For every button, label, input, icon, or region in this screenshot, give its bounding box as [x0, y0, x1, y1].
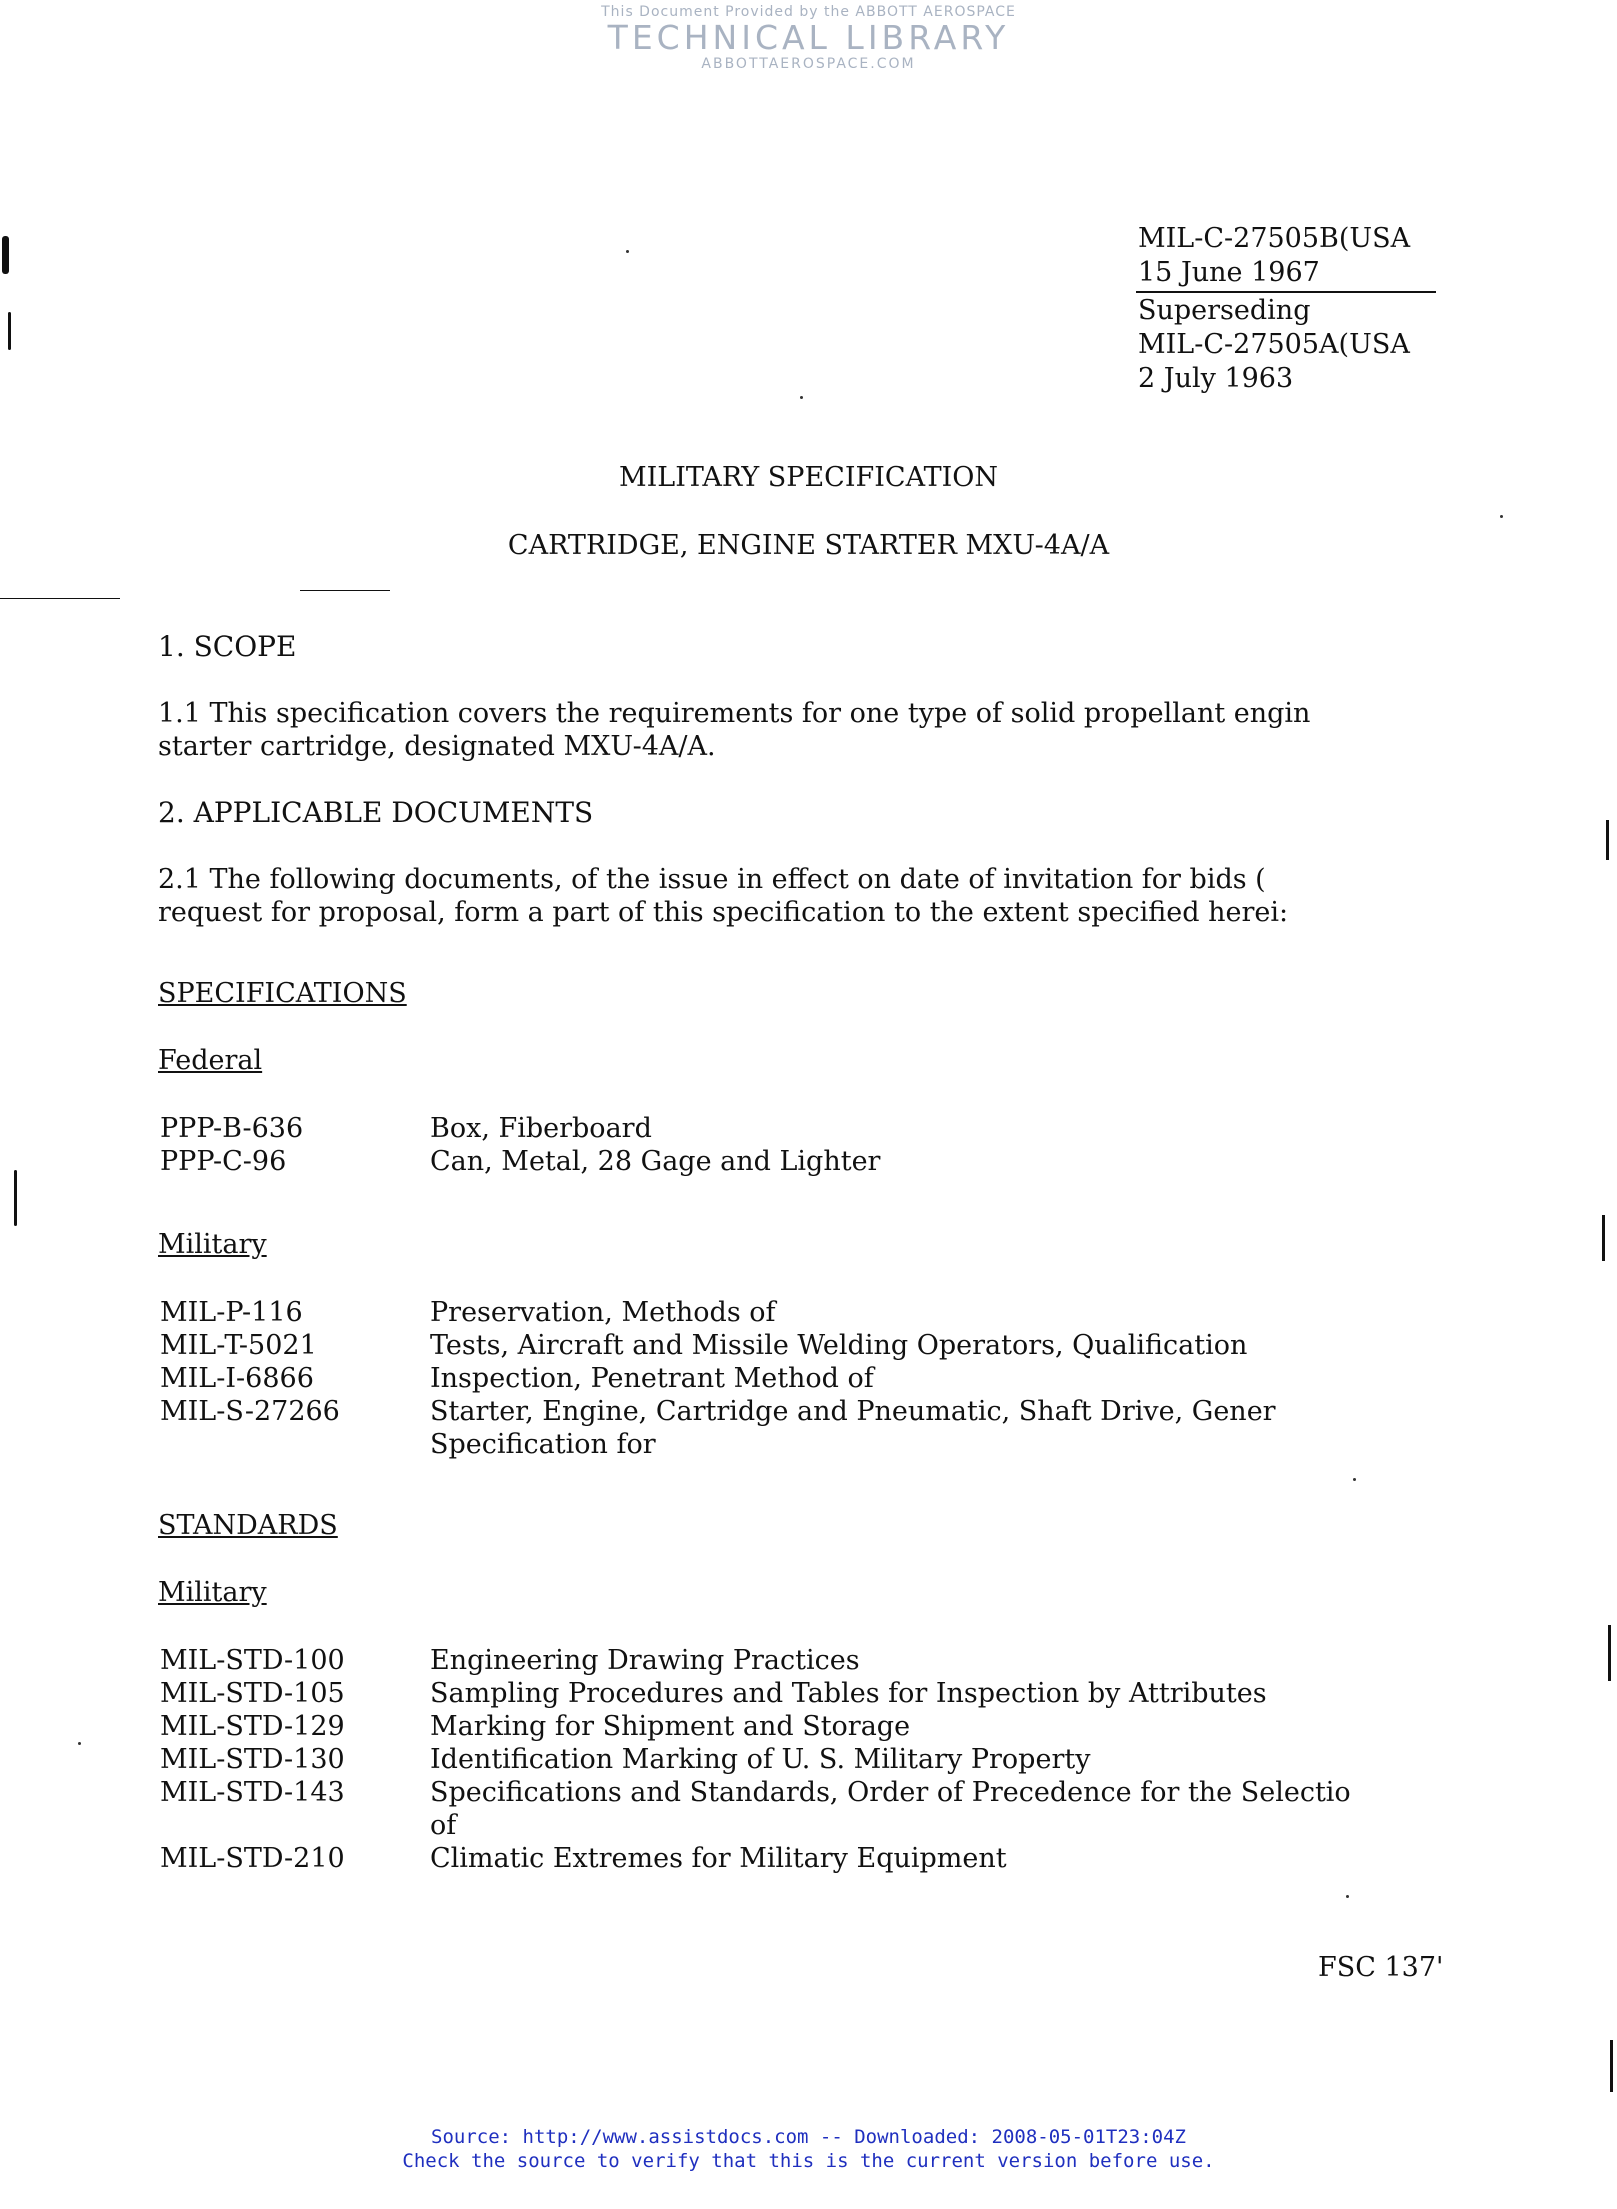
scan-artifact [1608, 1625, 1611, 1681]
superseded-number: MIL-C-27505A(USA [1138, 329, 1410, 360]
military-spec-heading: Military [158, 1229, 267, 1260]
table-row [160, 1362, 874, 1395]
section-applicable-heading: 2. APPLICABLE DOCUMENTS [158, 796, 594, 829]
doc-date: 15 June 1967 [1138, 257, 1320, 288]
watermark-url: ABBOTTAEROSPACE.COM [701, 56, 916, 72]
fsc-code: FSC 137' [1318, 1952, 1444, 1983]
table-row [160, 1776, 1351, 1809]
source-footer-line1: Source: http://www.assistdocs.com -- Downloaded: 2008-05-01T23:04Z [431, 2126, 1186, 2148]
scan-artifact [1500, 515, 1503, 518]
scan-artifact [78, 1742, 81, 1745]
specifications-heading: SPECIFICATIONS [158, 978, 407, 1009]
scan-artifact [2, 236, 9, 274]
table-row [160, 1743, 1090, 1776]
watermark-logo [0, 4, 1617, 72]
federal-heading: Federal [158, 1045, 263, 1076]
standards-heading: STANDARDS [158, 1510, 338, 1541]
doc-title: Box, Fiberboard [430, 1113, 652, 1144]
superseded-date: 2 July 1963 [1138, 363, 1294, 394]
doc-title-continuation: of [430, 1810, 457, 1841]
doc-code: PPP-C-96 [160, 1146, 287, 1177]
doc-code: MIL-STD-130 [160, 1744, 345, 1775]
doc-title-continuation: Specification for [430, 1429, 656, 1460]
doc-title: Specifications and Standards, Order of Precedence for the Selectio [430, 1777, 1351, 1808]
table-row [160, 1710, 910, 1743]
scan-artifact [800, 396, 803, 399]
doc-title: Climatic Extremes for Military Equipment [430, 1843, 1007, 1874]
doc-code: MIL-STD-143 [160, 1777, 345, 1808]
table-row [160, 1112, 652, 1145]
source-footer-line2: Check the source to verify that this is the current version before use. [402, 2150, 1215, 2172]
applicable-para-line1: 2.1 The following documents, of the issue in effect on date of invitation for bids ( [158, 864, 1266, 895]
doc-code: MIL-STD-105 [160, 1678, 345, 1709]
doc-code: MIL-P-116 [160, 1297, 303, 1328]
table-row [160, 1842, 1007, 1875]
doc-title: Sampling Procedures and Tables for Inspection by Attributes [430, 1678, 1267, 1709]
section-scope-heading: 1. SCOPE [158, 630, 297, 663]
doc-title: Identification Marking of U. S. Military Property [430, 1744, 1091, 1775]
table-row [160, 1296, 776, 1329]
scan-artifact [626, 250, 629, 253]
watermark-top-text: This Document Provided by the ABBOTT AEROSPACE [601, 4, 1016, 20]
table-row [160, 1677, 1267, 1710]
scan-artifact [1606, 820, 1609, 860]
doc-code: PPP-B-636 [160, 1113, 304, 1144]
doc-number: MIL-C-27505B(USA [1138, 223, 1411, 254]
table-row [160, 1145, 880, 1178]
table-row [160, 1395, 1276, 1428]
doc-title: Can, Metal, 28 Gage and Lighter [430, 1146, 881, 1177]
doc-title: Starter, Engine, Cartridge and Pneumatic, Shaft Drive, Gener [430, 1396, 1276, 1427]
doc-title: Marking for Shipment and Storage [430, 1711, 911, 1742]
doc-title: Inspection, Penetrant Method of [430, 1363, 874, 1394]
applicable-para-line2: request for proposal, form a part of this specification to the extent specified herei: [158, 897, 1289, 928]
scope-para-line1: 1.1 This specification covers the requirements for one type of solid propellant engin [158, 698, 1311, 729]
superseding-label: Superseding [1138, 295, 1311, 326]
doc-code: MIL-STD-100 [160, 1645, 345, 1676]
scan-artifact [8, 312, 11, 350]
doc-title: Preservation, Methods of [430, 1297, 776, 1328]
doc-code: MIL-S-27266 [160, 1396, 340, 1427]
doc-code: MIL-T-5021 [160, 1330, 317, 1361]
scope-para-line2: starter cartridge, designated MXU-4A/A. [158, 731, 716, 762]
scan-artifact [1602, 1215, 1605, 1261]
scan-artifact [1346, 1895, 1349, 1898]
spec-type-title: MILITARY SPECIFICATION [618, 462, 999, 493]
doc-code: MIL-STD-129 [160, 1711, 345, 1742]
table-row [160, 1644, 860, 1677]
doc-title: Tests, Aircraft and Missile Welding Operators, Qualification [430, 1330, 1248, 1361]
table-row [160, 1329, 1247, 1362]
header-rule [1136, 291, 1436, 293]
doc-code: MIL-I-6866 [160, 1363, 314, 1394]
doc-title: Engineering Drawing Practices [430, 1645, 860, 1676]
spec-subject-title: CARTRIDGE, ENGINE STARTER MXU-4A/A [507, 530, 1110, 561]
scan-artifact [0, 598, 120, 599]
military-std-heading: Military [158, 1577, 267, 1608]
scan-artifact [300, 590, 390, 591]
doc-code: MIL-STD-210 [160, 1843, 345, 1874]
scan-artifact [14, 1170, 17, 1226]
watermark-title: TECHNICAL LIBRARY [607, 18, 1010, 57]
scan-artifact [1610, 2040, 1613, 2092]
scan-artifact [1353, 1478, 1356, 1481]
